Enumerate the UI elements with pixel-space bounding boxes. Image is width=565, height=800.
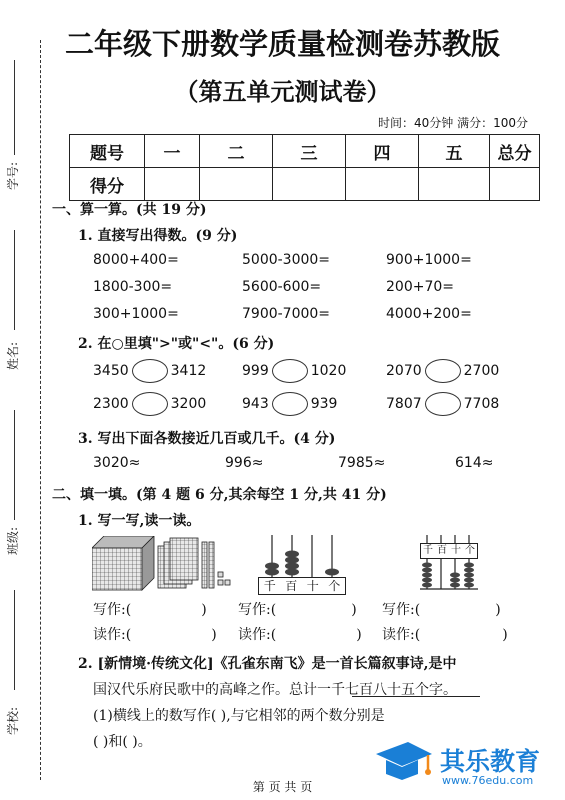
s1-q3-title: 3. 写出下面各数接近几百或几千。(4 分): [78, 431, 336, 447]
abacus-label: 个: [328, 579, 341, 593]
score-cell: 四: [346, 135, 419, 168]
school-line: [14, 590, 15, 690]
watermark-url: www.76edu.com: [442, 774, 534, 787]
score-cell: 题号: [70, 135, 145, 168]
compare-left: 7807: [386, 396, 422, 412]
unit-cubes: [218, 572, 230, 585]
close-paren: ): [495, 602, 501, 618]
compare-right: 2700: [463, 363, 500, 379]
read-label: 读作:(: [238, 627, 277, 643]
s2-q2-line1: 2. [新情境·传统文化]《孔雀东南飞》是一首长篇叙事诗,是中: [78, 656, 457, 672]
page-subtitle: （第五单元测试卷）: [174, 78, 391, 106]
class-line: [14, 410, 15, 520]
abacus-2: [420, 533, 480, 591]
score-input[interactable]: [346, 168, 419, 201]
approx-item: 3020≈: [93, 455, 141, 471]
page-footer: 第 页 共 页: [252, 780, 313, 794]
thousand-cube: [92, 536, 154, 590]
s1-q2-title: 2. 在○里填">"或"<"。(6 分): [78, 336, 275, 352]
compare-item: [386, 392, 499, 416]
calc-item: 7900-7000=: [242, 306, 331, 322]
score-cell: 五: [419, 135, 490, 168]
student-no-label: 学号:: [6, 161, 20, 190]
s2-q2-line3: (1)横线上的数写作( ),与它相邻的两个数分别是: [93, 708, 385, 724]
read-label: 读作:(: [93, 627, 132, 643]
compare-right: 3412: [170, 363, 207, 379]
base-ten-blocks-image: [92, 536, 232, 592]
abacus-label: 千: [423, 545, 433, 556]
graduation-cap-icon: [372, 740, 434, 784]
s2-q1-title: 1. 写一写,读一读。: [78, 513, 201, 529]
compare-left: 999: [242, 363, 269, 379]
abacus-1: [258, 533, 346, 593]
school-label: 学校:: [6, 706, 20, 735]
class-label: 班级:: [6, 526, 20, 555]
time-score: 时间：40分钟 满分：100分: [378, 116, 528, 130]
calc-item: 8000+400=: [93, 252, 179, 268]
calc-item: 200+70=: [386, 279, 454, 295]
read-label: 读作:(: [382, 627, 421, 643]
compare-left: 2070: [386, 363, 422, 379]
read-blank-1[interactable]: [93, 624, 217, 644]
watermark-name: 其乐教育: [440, 747, 541, 776]
page-title: 二年级下册数学质量检测卷苏教版: [64, 27, 500, 61]
score-table: [69, 134, 540, 201]
write-label: 写作:(: [93, 602, 132, 618]
section2-title: 二、填一填。(第 4 题 6 分,其余每空 1 分,共 41 分): [52, 487, 387, 503]
write-label: 写作:(: [382, 602, 421, 618]
read-blank-2[interactable]: [238, 624, 362, 644]
name-label: 姓名:: [6, 341, 20, 370]
abacus-label: 十: [451, 545, 461, 556]
compare-right: 939: [310, 396, 338, 412]
score-input[interactable]: [200, 168, 273, 201]
s2-q2-line2: 国汉代乐府民歌中的高峰之作。总计一千七百八十五个字。: [93, 682, 457, 698]
approx-item: 7985≈: [338, 455, 386, 471]
score-input[interactable]: [419, 168, 490, 201]
compare-item: [242, 359, 346, 383]
score-table-header-row: [70, 135, 540, 168]
write-blank-2[interactable]: [238, 599, 357, 619]
calc-item: 300+1000=: [93, 306, 179, 322]
underline-number: [352, 696, 480, 697]
score-table-score-row: [70, 168, 540, 201]
read-blank-3[interactable]: [382, 624, 508, 644]
s2-q2-line4: ( )和( )。: [93, 734, 152, 750]
abacus-label: 百: [285, 579, 298, 593]
abacus-label: 百: [437, 545, 447, 556]
compare-left: 3450: [93, 363, 129, 379]
name-line: [14, 230, 15, 330]
approx-item: 996≈: [225, 455, 264, 471]
close-paren: ): [356, 627, 362, 643]
score-input[interactable]: [145, 168, 200, 201]
compare-item: [93, 392, 206, 416]
write-blank-3[interactable]: [382, 599, 501, 619]
compare-circle[interactable]: [425, 359, 461, 383]
score-input[interactable]: [490, 168, 540, 201]
hundred-flats: [158, 538, 198, 588]
score-label: 得分: [70, 168, 145, 201]
abacus-label: 千: [263, 579, 276, 593]
compare-left: 2300: [93, 396, 129, 412]
approx-item: 614≈: [455, 455, 494, 471]
compare-right: 3200: [170, 396, 207, 412]
write-label: 写作:(: [238, 602, 277, 618]
compare-right: 1020: [310, 363, 347, 379]
calc-item: 5600-600=: [242, 279, 322, 295]
score-input[interactable]: [273, 168, 346, 201]
score-cell: 总分: [490, 135, 540, 168]
compare-left: 943: [242, 396, 269, 412]
compare-right: 7708: [463, 396, 500, 412]
score-cell: 一: [145, 135, 200, 168]
section1-title: 一、算一算。(共 19 分): [52, 202, 207, 218]
compare-item: [242, 392, 337, 416]
calc-item: 4000+200=: [386, 306, 472, 322]
close-paren: ): [201, 602, 207, 618]
compare-circle[interactable]: [132, 392, 168, 416]
ten-rods: [202, 542, 214, 588]
abacus-label: 个: [465, 545, 475, 556]
abacus-label: 十: [306, 579, 319, 593]
compare-circle[interactable]: [272, 359, 308, 383]
close-paren: ): [211, 627, 217, 643]
compare-item: [386, 359, 499, 383]
score-cell: 二: [200, 135, 273, 168]
binding-dashed-line: [40, 40, 41, 780]
close-paren: ): [502, 627, 508, 643]
compare-circle[interactable]: [132, 359, 168, 383]
score-cell: 三: [273, 135, 346, 168]
calc-item: 1800-300=: [93, 279, 173, 295]
compare-circle[interactable]: [272, 392, 308, 416]
close-paren: ): [351, 602, 357, 618]
compare-circle[interactable]: [425, 392, 461, 416]
s1-q1-title: 1. 直接写出得数。(9 分): [78, 228, 238, 244]
compare-item: [93, 359, 206, 383]
write-blank-1[interactable]: [93, 599, 207, 619]
calc-item: 900+1000=: [386, 252, 472, 268]
abacus-1-labels: [258, 577, 346, 595]
calc-item: 5000-3000=: [242, 252, 331, 268]
